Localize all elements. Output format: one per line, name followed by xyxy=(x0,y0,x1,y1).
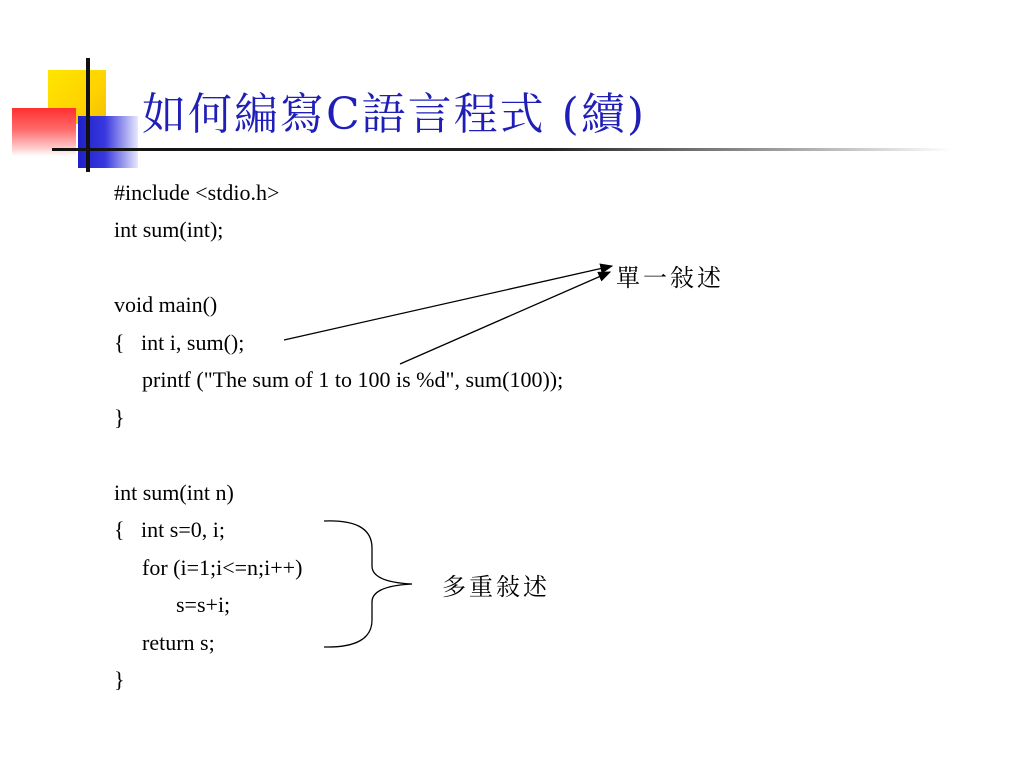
code-line-sum-signature: int sum(int n) xyxy=(114,480,234,505)
code-line-main-signature: void main() xyxy=(114,292,218,317)
code-line-prototype: int sum(int); xyxy=(114,217,224,242)
slide-title: 如何編寫C語言程式 (續) xyxy=(142,89,646,140)
code-line-main-close: } xyxy=(114,405,125,430)
right-curly-brace xyxy=(324,521,412,647)
label-single-statement: 單一敍述 xyxy=(616,264,724,292)
code-line-return: return s; xyxy=(142,630,215,655)
label-compound-statement: 多重敍述 xyxy=(442,573,550,601)
code-line-sum-close: } xyxy=(114,667,125,692)
code-line-main-declarations: { int i, sum(); xyxy=(114,330,245,355)
code-line-for-loop: for (i=1;i<=n;i++) xyxy=(142,555,303,580)
arrow-to-single-from-printf xyxy=(400,272,610,364)
code-line-printf: printf ("The sum of 1 to 100 is %d", sum(100)); xyxy=(142,367,564,392)
code-line-loop-body: s=s+i; xyxy=(176,592,231,617)
code-line-sum-declarations: { int s=0, i; xyxy=(114,517,225,542)
arrow-to-single-from-declaration xyxy=(284,266,612,340)
code-line-include: #include <stdio.h> xyxy=(114,180,280,205)
